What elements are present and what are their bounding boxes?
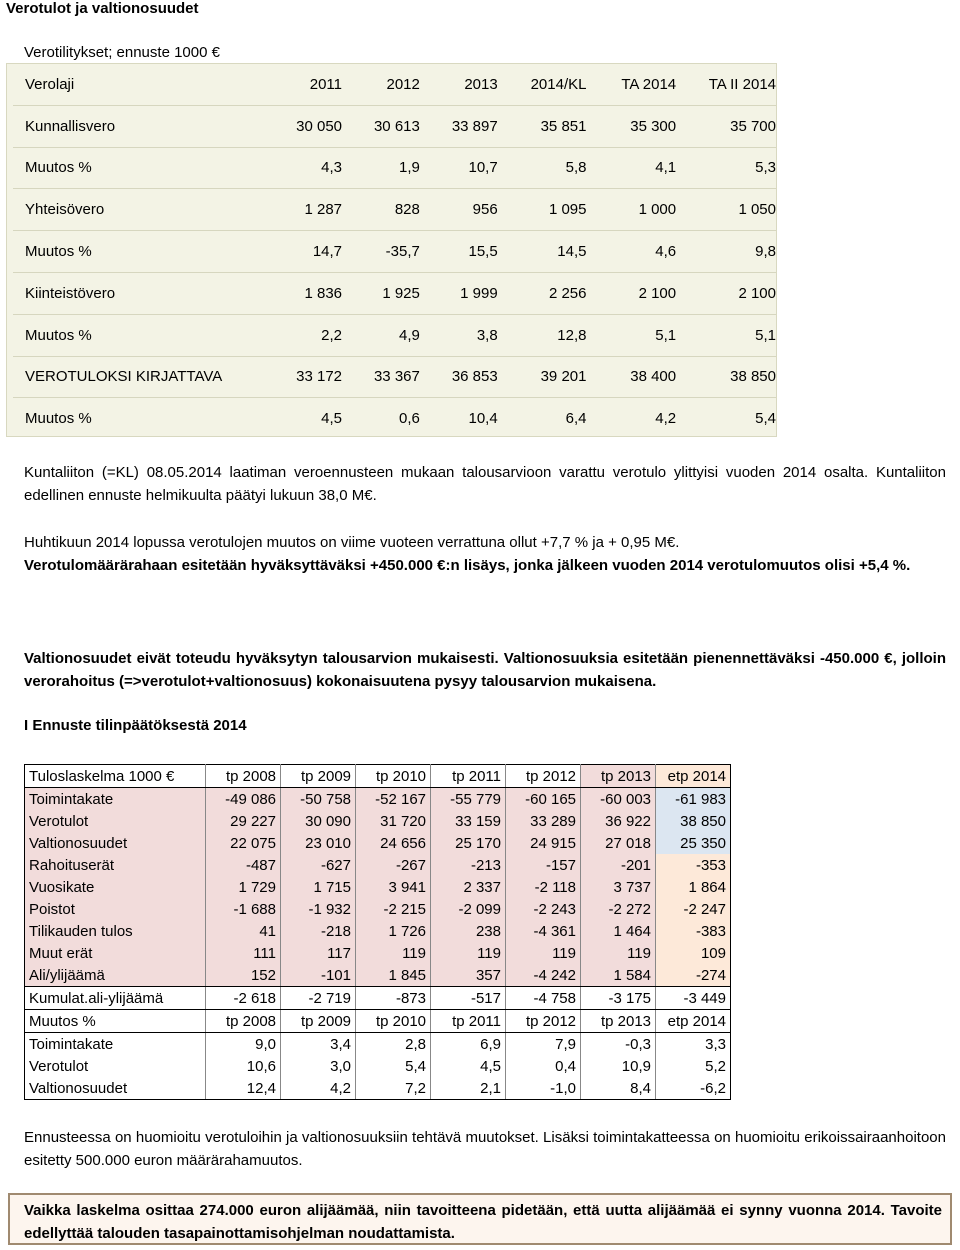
row-label: Yhteisövero [13, 189, 259, 231]
table-cell: -52 167 [356, 788, 431, 811]
row-label: Muut erät [25, 942, 206, 964]
table-cell: -627 [281, 854, 356, 876]
table-cell: 9,0 [206, 1033, 281, 1056]
table-cell: 119 [431, 942, 506, 964]
table-cell: 828 [342, 189, 420, 231]
row-label: VEROTULOKSI KIRJATTAVA [13, 357, 259, 399]
table-cell: 3,0 [281, 1055, 356, 1077]
table-cell: tp 2008 [206, 1010, 281, 1033]
table-row [13, 106, 776, 148]
table-cell: 0,4 [506, 1055, 581, 1077]
table-row [25, 898, 731, 920]
conclusion-text: Vaikka laskelma osittaa 274.000 euron alijäämää, niin tavoitteena pidetään, että uutta alijäämää ei synny vuonna 2014. Tavoite edellyttää talouden tasapainottamisohjelman noudattamista. [24, 1202, 942, 1242]
table-cell: -50 758 [281, 788, 356, 811]
table-cell: 1 845 [356, 964, 431, 987]
table-cell: 41 [206, 920, 281, 942]
tax-table-panel [6, 63, 777, 437]
table-cell: 5,2 [656, 1055, 731, 1077]
table-row [13, 231, 776, 273]
table-cell: 117 [281, 942, 356, 964]
row-label: Kunnallisvero [13, 106, 259, 148]
table-cell: tp 2009 [281, 1010, 356, 1033]
table-row [13, 273, 776, 315]
table-cell: tp 2008 [206, 765, 281, 788]
table-cell: -49 086 [206, 788, 281, 811]
table-cell: -1,0 [506, 1077, 581, 1100]
table-cell: -3 175 [581, 987, 656, 1010]
paragraph-tax-increase: Verotulomäärärahaan esitetään hyväksyttäväksi +450.000 €:n lisäys, jonka jälkeen vuoden 2014 verotulomuutos olisi +5,4 %. [24, 557, 911, 574]
table-cell: 33 897 [420, 106, 498, 148]
row-label: Valtionosuudet [25, 1077, 206, 1100]
table-cell: etp 2014 [656, 1010, 731, 1033]
result-table-header [25, 1010, 731, 1033]
table-cell: 4,2 [281, 1077, 356, 1100]
table-cell: -60 165 [506, 788, 581, 811]
table-cell: 10,4 [468, 410, 498, 428]
table-cell: 24 915 [506, 832, 581, 854]
table-cell: 30 050 [259, 106, 342, 148]
table-cell: -4 758 [506, 987, 581, 1010]
table-cell: tp 2012 [506, 1010, 581, 1033]
table-row [13, 189, 776, 231]
table-cell: 3,4 [281, 1033, 356, 1056]
table-cell: -873 [356, 987, 431, 1010]
table-cell: -61 983 [656, 788, 731, 811]
table-row [13, 357, 776, 399]
table-cell: 38 400 [586, 357, 676, 399]
table-cell: 2011 [259, 64, 342, 106]
table-cell: tp 2011 [431, 1010, 506, 1033]
table-row [25, 810, 731, 832]
row-label: Kumulat.ali-ylijäämä [25, 987, 206, 1010]
table-cell: 1 715 [281, 876, 356, 898]
table-cell: 4,9 [342, 315, 420, 357]
section-title: I Ennuste tilinpäätöksestä 2014 [24, 717, 247, 734]
row-label: Toimintakate [25, 1033, 206, 1056]
row-label: Rahoituserät [25, 854, 206, 876]
tax-table [13, 64, 776, 439]
table-cell: 5,1 [586, 315, 676, 357]
table-cell: 33 367 [342, 357, 420, 399]
table-cell: 10,6 [206, 1055, 281, 1077]
row-label: Tilikauden tulos [25, 920, 206, 942]
table-cell: 956 [420, 189, 498, 231]
row-label: Tuloslaskelma 1000 € [25, 765, 206, 788]
table-row [25, 987, 731, 1010]
table-row [25, 1077, 731, 1100]
table-row [25, 854, 731, 876]
table-cell: etp 2014 [656, 765, 731, 788]
row-label: Kiinteistövero [13, 273, 259, 315]
table-cell: 36 922 [581, 810, 656, 832]
table-cell: -2 243 [506, 898, 581, 920]
table-cell: -1 932 [281, 898, 356, 920]
table-row [13, 315, 776, 357]
table-cell: 33 159 [431, 810, 506, 832]
row-label: Muutos % [25, 410, 92, 428]
row-label: Verotulot [25, 1055, 206, 1077]
table-subtitle: Verotilitykset; ennuste 1000 € [24, 44, 220, 61]
paragraph-notes: Ennusteessa on huomioitu verotuloihin ja valtionosuuksiin tehtävä muutokset. Lisäksi toimintakatteessa on huomioitu erikoissairaanhoitoon esitetty 500.000 euron määrärahamuutos. [24, 1129, 946, 1169]
table-cell: 3 737 [581, 876, 656, 898]
table-cell: -383 [656, 920, 731, 942]
table-cell: 2013 [420, 64, 498, 106]
table-cell: 24 656 [356, 832, 431, 854]
table-row [25, 788, 731, 811]
table-cell: 14,7 [259, 231, 342, 273]
table-cell: 109 [656, 942, 731, 964]
table-cell: -3 449 [656, 987, 731, 1010]
table-cell: 25 350 [656, 832, 731, 854]
table-cell: 35 851 [498, 106, 587, 148]
table-cell: 1 726 [356, 920, 431, 942]
table-cell: -101 [281, 964, 356, 987]
table-cell: tp 2010 [356, 1010, 431, 1033]
table-cell: 119 [581, 942, 656, 964]
row-label: Muutos % [13, 148, 259, 190]
table-cell: 5,1 [676, 315, 776, 357]
table-cell: 14,5 [498, 231, 587, 273]
row-label: Poistot [25, 898, 206, 920]
table-row [25, 1055, 731, 1077]
table-cell: -35,7 [342, 231, 420, 273]
table-cell: -353 [656, 854, 731, 876]
table-cell: -267 [356, 854, 431, 876]
table-row [25, 964, 731, 987]
page-title: Verotulot ja valtionosuudet [6, 0, 199, 17]
table-cell: 1 050 [676, 189, 776, 231]
table-cell: 4,6 [586, 231, 676, 273]
table-cell: 2014/KL [498, 64, 587, 106]
table-cell: tp 2013 [581, 1010, 656, 1033]
table-cell: 5,4 [356, 1055, 431, 1077]
table-cell: 29 227 [206, 810, 281, 832]
table-cell: 6,4 [565, 410, 587, 428]
table-cell: 35 300 [586, 106, 676, 148]
table-cell: 119 [506, 942, 581, 964]
table-cell: 7,9 [506, 1033, 581, 1056]
table-cell: -6,2 [656, 1077, 731, 1100]
table-cell: 1 836 [259, 273, 342, 315]
table-cell: 1 999 [420, 273, 498, 315]
table-cell: 119 [356, 942, 431, 964]
table-cell: 38 850 [656, 810, 731, 832]
table-cell: -4 242 [506, 964, 581, 987]
table-cell: 9,8 [676, 231, 776, 273]
table-cell: 6,9 [431, 1033, 506, 1056]
table-cell: 33 172 [259, 357, 342, 399]
table-cell: -2 247 [656, 898, 731, 920]
table-cell: 4,5 [431, 1055, 506, 1077]
table-cell: 152 [206, 964, 281, 987]
table-cell: 1 095 [498, 189, 587, 231]
table-cell: -517 [431, 987, 506, 1010]
table-cell: 10,9 [581, 1055, 656, 1077]
table-cell: 35 700 [676, 106, 776, 148]
table-cell: 0,6 [399, 410, 420, 428]
table-cell: 27 018 [581, 832, 656, 854]
table-cell: -274 [656, 964, 731, 987]
table-cell: -2 618 [206, 987, 281, 1010]
table-cell: -218 [281, 920, 356, 942]
table-cell: 25 170 [431, 832, 506, 854]
row-label: Verolaji [13, 64, 259, 106]
table-cell: 111 [206, 942, 281, 964]
table-cell: 1 925 [342, 273, 420, 315]
table-cell: -201 [581, 854, 656, 876]
table-cell: 8,4 [581, 1077, 656, 1100]
table-cell: 2 337 [431, 876, 506, 898]
table-cell: 2 100 [586, 273, 676, 315]
table-cell: 7,2 [356, 1077, 431, 1100]
table-cell: -2 719 [281, 987, 356, 1010]
result-table [24, 764, 731, 1100]
row-label: Ali/ylijäämä [25, 964, 206, 987]
table-cell: -2 118 [506, 876, 581, 898]
row-label: Muutos % [13, 231, 259, 273]
table-cell: 4,5 [321, 410, 343, 428]
table-cell: 39 201 [498, 357, 587, 399]
table-cell: -2 215 [356, 898, 431, 920]
table-cell: -157 [506, 854, 581, 876]
table-cell: 1 000 [586, 189, 676, 231]
table-cell: 3 941 [356, 876, 431, 898]
table-cell: 38 850 [676, 357, 776, 399]
table-cell: 5,8 [498, 148, 587, 190]
table-cell: tp 2013 [581, 765, 656, 788]
table-cell: 2,2 [259, 315, 342, 357]
row-label: Vuosikate [25, 876, 206, 898]
table-cell: -55 779 [431, 788, 506, 811]
table-cell: tp 2009 [281, 765, 356, 788]
table-cell: 2 256 [498, 273, 587, 315]
table-cell: tp 2011 [431, 765, 506, 788]
table-cell: 30 090 [281, 810, 356, 832]
table-cell: tp 2010 [356, 765, 431, 788]
table-cell: 3,8 [420, 315, 498, 357]
tax-table-header [13, 64, 776, 106]
table-cell: 2 100 [676, 273, 776, 315]
table-cell: 30 613 [342, 106, 420, 148]
table-cell: -0,3 [581, 1033, 656, 1056]
table-cell: 1 584 [581, 964, 656, 987]
table-row [13, 398, 776, 439]
table-cell: -487 [206, 854, 281, 876]
table-row [25, 942, 731, 964]
row-label: Verotulot [25, 810, 206, 832]
table-cell: 12,8 [498, 315, 587, 357]
row-label: Muutos % [13, 315, 259, 357]
paragraph-april-change: Huhtikuun 2014 lopussa verotulojen muutos on viime vuoteen verrattuna ollut +7,7 % ja + 0,95 M€. [24, 534, 680, 551]
table-cell: tp 2012 [506, 765, 581, 788]
table-cell: 5,4 [755, 410, 776, 428]
table-cell: 4,1 [586, 148, 676, 190]
table-cell: 2,1 [431, 1077, 506, 1100]
table-cell: -1 688 [206, 898, 281, 920]
table-cell: 1 864 [656, 876, 731, 898]
table-cell: 2,8 [356, 1033, 431, 1056]
table-row [25, 1033, 731, 1056]
table-cell: -2 099 [431, 898, 506, 920]
table-cell: 15,5 [420, 231, 498, 273]
table-row [13, 148, 776, 190]
table-cell: 23 010 [281, 832, 356, 854]
table-cell: 1 464 [581, 920, 656, 942]
table-cell: -2 272 [581, 898, 656, 920]
table-cell: TA II 2014 [676, 64, 776, 106]
table-cell: 10,7 [420, 148, 498, 190]
table-cell: -4 361 [506, 920, 581, 942]
table-cell: 238 [431, 920, 506, 942]
table-row [25, 876, 731, 898]
table-cell: -60 003 [581, 788, 656, 811]
table-cell: 22 075 [206, 832, 281, 854]
conclusion-box [8, 1193, 952, 1245]
row-label: Valtionosuudet [25, 832, 206, 854]
table-cell: 1,9 [342, 148, 420, 190]
table-cell: 1 287 [259, 189, 342, 231]
table-row [25, 832, 731, 854]
table-cell: 36 853 [420, 357, 498, 399]
table-cell: 3,3 [656, 1033, 731, 1056]
table-cell: 357 [431, 964, 506, 987]
table-cell: 4,3 [259, 148, 342, 190]
table-cell: 31 720 [356, 810, 431, 832]
table-row [25, 920, 731, 942]
table-cell: 33 289 [506, 810, 581, 832]
paragraph-forecast: Kuntaliiton (=KL) 08.05.2014 laatiman veroennusteen mukaan talousarvioon varattu verotulo ylittyisi vuoden 2014 osalta. Kuntaliiton edellinen ennuste helmikuulta päätyi lukuun 38,0 M€. [24, 464, 946, 504]
table-cell: 12,4 [206, 1077, 281, 1100]
row-label: Muutos % [25, 1010, 206, 1033]
table-cell: TA 2014 [586, 64, 676, 106]
result-table-header [25, 765, 731, 788]
row-label: Toimintakate [25, 788, 206, 811]
table-cell: 5,3 [676, 148, 776, 190]
paragraph-state-subsidies: Valtionosuudet eivät toteudu hyväksytyn talousarvion mukaisesti. Valtionosuuksia esitetään pienennettäväksi -450.000 €, jolloin verorahoitus (=>verotulot+valtionosuus) kokonaisuutena pysyy talousarvion mukaisena. [24, 650, 946, 690]
table-cell: 4,2 [655, 410, 677, 428]
table-cell: 2012 [342, 64, 420, 106]
table-cell: -213 [431, 854, 506, 876]
table-cell: 1 729 [206, 876, 281, 898]
